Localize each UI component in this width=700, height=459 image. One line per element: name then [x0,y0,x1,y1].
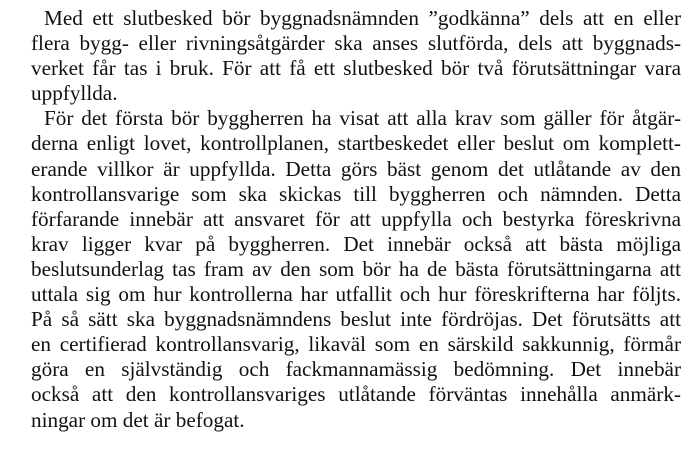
text-line: För det första bör byggherren ha visat att alla krav som gäller för åtgär- [44,106,681,131]
text-line: erande villkor är uppfyllda. Detta görs bäst genom det utlåtande av den [31,156,681,181]
paragraph-forsta-forutsattning [31,106,681,432]
text-line: krav ligger kvar på byggherren. Det innebär också att bästa möjliga [31,231,681,256]
text-line: en certifierad kontrollansvarig, likaväl som en särskild sakkunnig, förmår [31,332,681,357]
text-line: derna enligt lovet, kontrollplanen, startbeskedet eller beslut om komplett- [31,131,681,156]
text-line: uppfyllda. [31,81,118,106]
text-line: verket får tas i bruk. För att få ett slutbesked bör två förutsättningar vara [31,56,681,81]
text-line: Med ett slutbesked bör byggnadsnämnden ”godkänna” dels att en eller [44,6,681,30]
text-line: På så sätt ska byggnadsnämndens beslut inte fördröjas. Det förutsätts att [31,307,681,332]
text-line: förfarande innebär att ansvaret för att uppfylla och bestyrka föreskrivna [31,206,681,231]
paragraph-slutbesked-intro [31,6,681,106]
text-line: flera bygg- eller rivningsåtgärder ska anses slutförda, dels att byggnads- [31,31,681,56]
text-line: göra en självständig och fackmannamässig bedömning. Det innebär [31,357,681,382]
text-line: beslutsunderlag tas fram av den som bör ha de bästa förutsättningarna att [31,256,681,281]
text-line: ningar om det är befogat. [31,407,245,432]
text-line: kontrollansvarige som ska skickas till byggherren och nämnden. Detta [31,181,681,206]
text-line: uttala sig om hur kontrollerna har utfallit och hur föreskrifterna har följts. [31,282,681,307]
text-line: också att den kontrollansvariges utlåtande förväntas innehålla anmärk- [31,382,681,407]
